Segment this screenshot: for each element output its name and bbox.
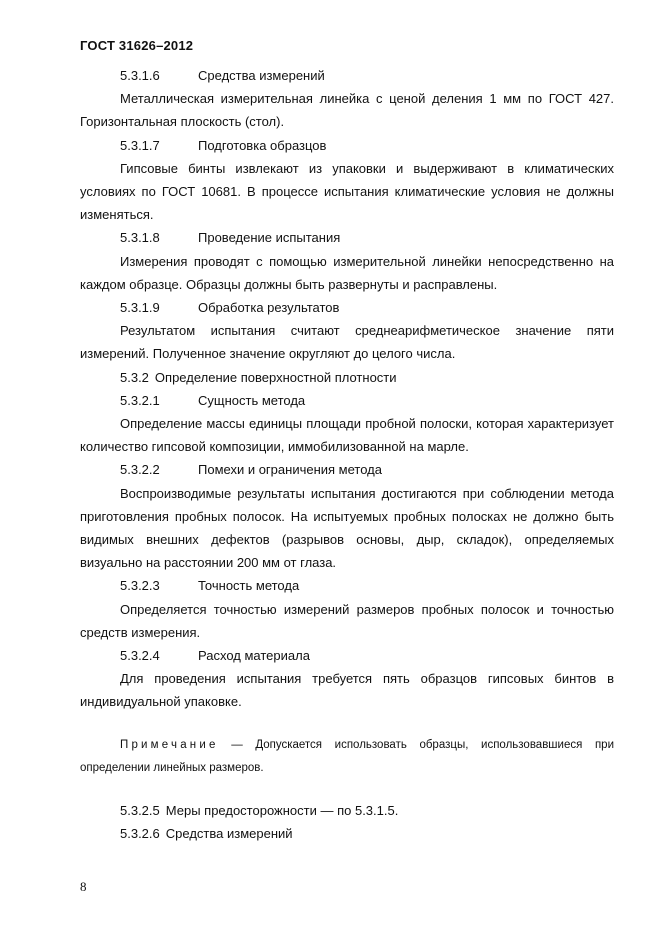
section-title: Меры предосторожности — по 5.3.1.5. — [165, 802, 399, 818]
section-number: 5.3.1.8 — [120, 230, 160, 246]
section-title: Помехи и ограничения метода — [198, 462, 382, 478]
paragraph: Результатом испытания считают среднеарифметическое значение пяти измерений. Полученное значение округляют до целого числа. — [80, 323, 614, 362]
paragraph: Измерения проводят с помощью измерительной линейки непосредственно на каждом образце. Образцы должны быть развернуты и расправлены. — [80, 253, 614, 292]
document-body — [80, 64, 614, 845]
page-number: 8 — [80, 879, 87, 894]
paragraph: Определение массы единицы площади пробной полоски, которая характеризует количество гипсовой композиции, иммобилизованной на марле. — [80, 416, 614, 455]
section-title: Средства измерений — [198, 68, 325, 83]
section-title: Определение поверхностной плотности — [154, 369, 397, 385]
section-title: Расход материала — [198, 648, 310, 664]
section-heading — [80, 366, 614, 389]
note-label: Примечание — [120, 738, 219, 751]
section-number: 5.3.2.4 — [120, 648, 160, 664]
paragraph: Определяется точностью измерений размеров пробных полосок и точностью средств измерения. — [80, 601, 614, 640]
section-title: Сущность метода — [198, 392, 306, 408]
section-heading — [80, 458, 614, 481]
section-heading — [80, 296, 614, 319]
section-number: 5.3.2.5 — [120, 802, 160, 818]
note — [80, 734, 614, 780]
section-heading — [80, 644, 614, 667]
section-number: 5.3.1.9 — [120, 300, 160, 316]
section-title: Средства измерений — [165, 825, 293, 841]
paragraph: Гипсовые бинты извлекают из упаковки и выдерживают в климатических условиях по ГОСТ 10681. В процессе испытания климатические условия не должны изменяться. — [80, 160, 614, 223]
section-title: Проведение испытания — [198, 230, 341, 246]
section-heading — [80, 226, 614, 249]
section-number: 5.3.1.7 — [120, 137, 160, 153]
standard-header: ГОСТ 31626–2012 — [80, 38, 194, 53]
spacer — [80, 714, 614, 734]
paragraph: Воспроизводимые результаты испытания достигаются при соблюдении метода приготовления пробных полосок. На испытуемых пробных полосках не должно быть видимых внешних дефектов (разрывов основы, дыр, складок), определяемых визуально на расстоянии 200 мм от глаза. — [80, 485, 614, 571]
section-heading — [80, 389, 614, 412]
section-number: 5.3.1.6 — [120, 68, 160, 83]
paragraph: Для проведения испытания требуется пять образцов гипсовых бинтов в индивидуальной упаковке. — [80, 671, 614, 710]
section-number: 5.3.2.1 — [120, 392, 160, 408]
section-heading — [80, 799, 614, 822]
section-title: Подготовка образцов — [198, 137, 327, 153]
section-heading — [80, 64, 614, 87]
section-number: 5.3.2 — [120, 369, 149, 385]
section-number: 5.3.2.2 — [120, 462, 160, 478]
paragraph: Металлическая измерительная линейка с ценой деления 1 мм по ГОСТ 427. Горизонтальная плоскость (стол). — [80, 91, 614, 130]
section-number: 5.3.2.3 — [120, 578, 160, 594]
spacer — [80, 780, 614, 799]
section-number: 5.3.2.6 — [120, 825, 160, 841]
section-heading — [80, 134, 614, 157]
section-title: Обработка результатов — [198, 300, 340, 316]
note-text: — Допускается использовать образцы, использовавшиеся при определении линейных размеров. — [80, 738, 614, 774]
section-title: Точность метода — [198, 578, 300, 594]
section-heading — [80, 822, 614, 845]
section-heading — [80, 574, 614, 597]
